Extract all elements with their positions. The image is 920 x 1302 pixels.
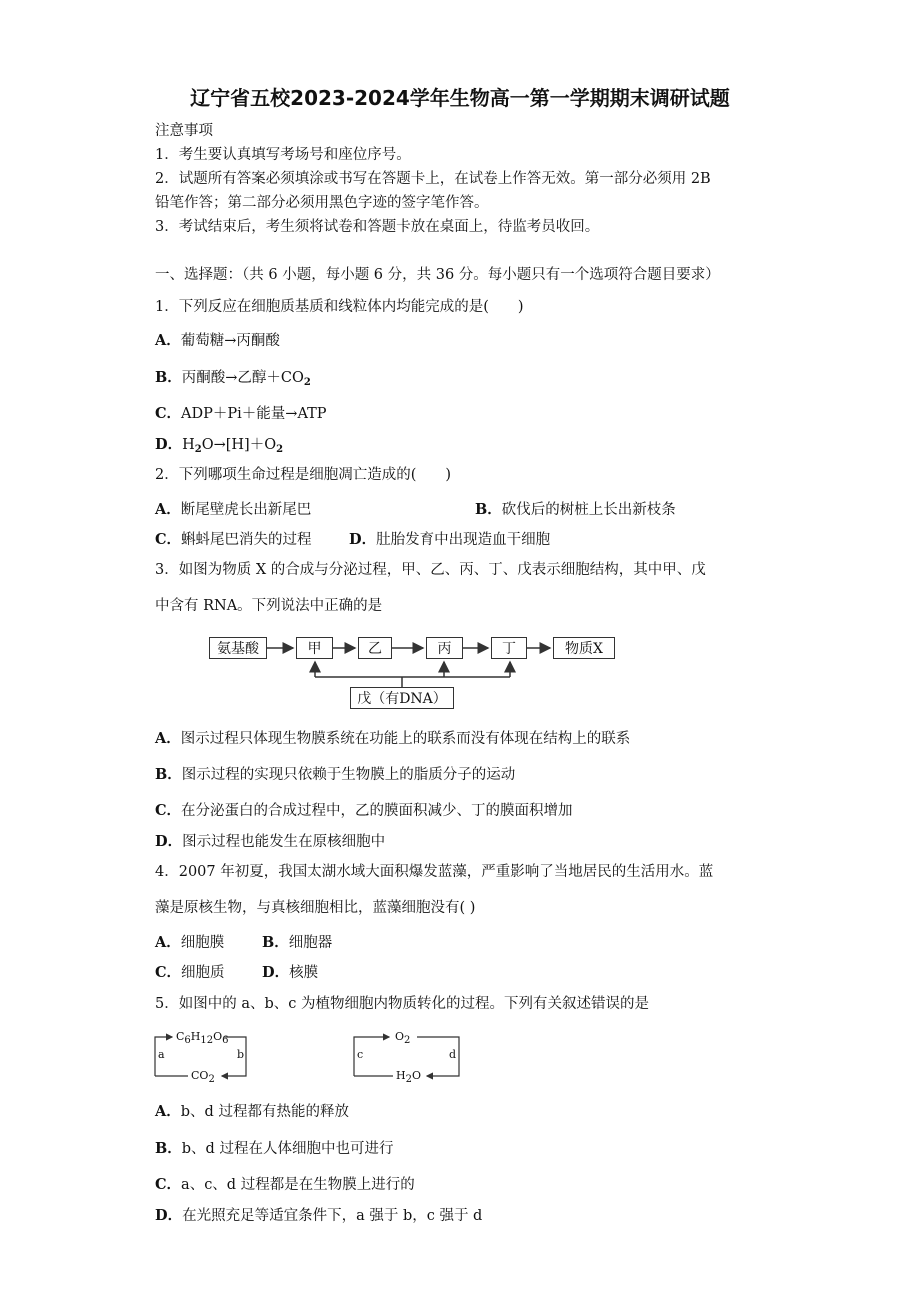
- q4-stem-line1: 4．2007 年初夏，我国太湖水域大面积爆发蓝藻，严重影响了当地居民的生活用水。蓝: [155, 864, 714, 880]
- section-heading: 一、选择题：（共 6 小题，每小题 6 分，共 36 分。每小题只有一个选项符合题目要求）: [155, 267, 720, 283]
- q5-stem: 5．如图中的 a、b、c 为植物细胞内物质转化的过程。下列有关叙述错误的是: [155, 996, 649, 1012]
- q1-option-b: B．丙酮酸→乙醇$+CO_2$: [155, 369, 311, 388]
- q3-option-c: C．在分泌蛋白的合成过程中，乙的膜面积减少、丁的膜面积增加: [155, 802, 573, 819]
- q5-option-c: C．a、c、d 过程都是在生物膜上进行的: [155, 1176, 415, 1193]
- q3-stem-line1: 3．如图为物质 X 的合成与分泌过程，甲、乙、丙、丁、戊表示细胞结构，其中甲、戊: [155, 562, 706, 578]
- c6h12o6-label: $C_6H_{12}O_6$: [176, 1030, 229, 1046]
- notice-item: 1．考生要认真填写考场号和座位序号。: [155, 147, 411, 163]
- q1-stem: 1．下列反应在细胞质基质和线粒体内均能完成的是( ): [155, 299, 524, 315]
- o2-label: $O_2$: [395, 1030, 411, 1046]
- q3-option-a: A．图示过程只体现生物膜系统在功能上的联系而没有体现在结构上的联系: [155, 730, 631, 747]
- node-yi: 乙: [358, 637, 392, 659]
- notice-heading: 注意事项: [155, 123, 213, 139]
- q2-option-c: C．蝌蚪尾巴消失的过程: [155, 531, 312, 548]
- q5-option-b: B．b、d 过程在人体细胞中也可进行: [155, 1140, 394, 1157]
- q2-stem: 2．下列哪项生命过程是细胞凋亡造成的( ): [155, 467, 452, 483]
- node-substance-x: 物质X: [553, 637, 615, 659]
- node-ding: 丁: [491, 637, 527, 659]
- co2-label: $CO_2$: [191, 1069, 215, 1085]
- process-c-label: c: [357, 1048, 364, 1061]
- q1-option-d: D．$H_2O\to[H]+O_2$: [155, 436, 284, 455]
- q1-option-a: A．葡萄糖→丙酮酸: [155, 332, 280, 349]
- cycle-diagram-ab: [150, 1026, 250, 1084]
- q3-option-d: D．图示过程也能发生在原核细胞中: [155, 833, 386, 850]
- cycle-diagram-cd: [349, 1026, 464, 1084]
- q3-option-b: B．图示过程的实现只依赖于生物膜上的脂质分子的运动: [155, 766, 516, 783]
- notice-item: 2．试题所有答案必须填涂或书写在答题卡上，在试卷上作答无效。第一部分必须用 2B: [155, 171, 711, 187]
- notice-item: 铅笔作答；第二部分必须用黑色字迹的签字笔作答。: [155, 195, 489, 211]
- q4-option-a: A．细胞膜: [155, 934, 225, 951]
- notice-item: 3．考试结束后，考生须将试卷和答题卡放在桌面上，待监考员收回。: [155, 219, 600, 235]
- q5-option-d: D．在光照充足等适宜条件下，a 强于 b，c 强于 d: [155, 1207, 483, 1224]
- node-jia: 甲: [296, 637, 333, 659]
- q1-option-c: C．ADP＋Pi＋能量→ATP: [155, 405, 327, 422]
- node-wu-dna: 戊（有DNA）: [350, 687, 454, 709]
- q4-option-c: C．细胞质: [155, 964, 225, 981]
- flow-diagram: [205, 630, 625, 715]
- q2-option-d: D．肚胎发育中出现造血干细胞: [349, 531, 551, 548]
- h2o-label: $H_2O$: [396, 1069, 421, 1085]
- q4-stem-line2: 藻是原核生物，与真核细胞相比，蓝藻细胞没有( ): [155, 900, 476, 916]
- q5-option-a: A．b、d 过程都有热能的释放: [155, 1103, 349, 1120]
- process-a-label: a: [158, 1048, 165, 1061]
- q2-option-b: B．砍伐后的树桩上长出新枝条: [475, 501, 676, 518]
- q4-option-b: B．细胞器: [262, 934, 333, 951]
- q2-option-a: A．断尾壁虎长出新尾巴: [155, 501, 312, 518]
- node-amino-acid: 氨基酸: [209, 637, 267, 659]
- process-d-label: d: [449, 1048, 457, 1061]
- page-title: 辽宁省五校2023-2024学年生物高一第一学期期末调研试题: [190, 86, 730, 110]
- q4-option-d: D．核膜: [262, 964, 319, 981]
- node-bing: 丙: [426, 637, 463, 659]
- process-b-label: b: [237, 1048, 245, 1061]
- q3-stem-line2: 中含有 RNA。下列说法中正确的是: [155, 598, 383, 614]
